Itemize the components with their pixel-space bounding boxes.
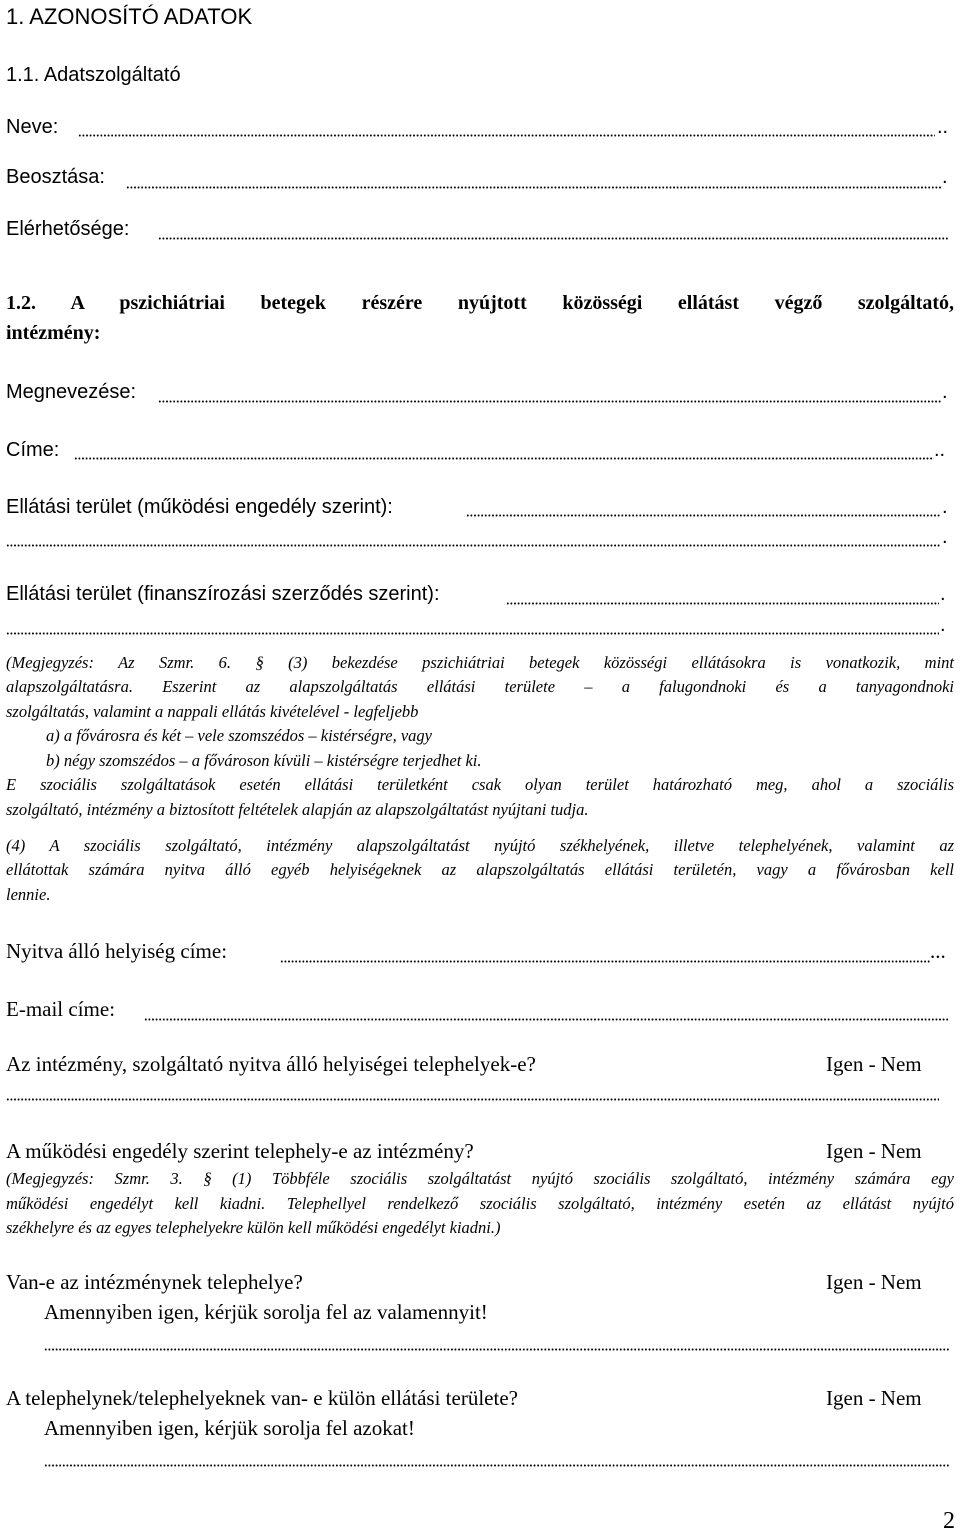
note1-line10: lennie. [6,885,51,904]
section-1-title: 1. AZONOSÍTÓ ADATOK [6,4,253,29]
q3-fill-line[interactable] [44,1348,949,1351]
cime-label: Címe: [6,439,60,461]
note2-line2: működési engedélyt kell kiadni. Telephellyel rendelkező szociális szolgáltató, intézmény esetén az ellátást nyújtó [6,1194,954,1213]
beosztasa-fill-line[interactable] [126,186,941,189]
q1-text: Az intézmény, szolgáltató nyitva álló helyiségei telephelyek-e? [6,1052,536,1076]
section-1-1-title: 1.1. Adatszolgáltató [6,64,181,86]
nyitva-allo-helyiseg-fill-end: ... [930,939,946,963]
megnevezese-label: Megnevezése: [6,381,137,403]
q3-sub: Amennyiben igen, kérjük sorolja fel az valamennyit! [44,1300,488,1324]
section-1-2-title: 1.2. A pszichiátriai betegek részére nyújtott közösségi ellátást végző szolgáltató, [6,292,954,314]
cime-fill-line[interactable] [74,457,934,460]
note1-line2: alapszolgáltatásra. Eszerint az alapszolgáltatás ellátási területe – a falugondnoki és a tanyagondnoki [6,677,954,696]
megnevezese-fill-line[interactable] [158,400,941,403]
q3-answer[interactable]: Igen - Nem [826,1270,922,1294]
q3-text: Van-e az intézménynek telephelye? [6,1270,303,1294]
neve-fill-end: .. [937,116,949,138]
ellatasi-terulet-mukodesi-label: Ellátási terület (működési engedély szerint): [6,496,393,518]
q4-sub: Amennyiben igen, kérjük sorolja fel azokat! [44,1416,415,1440]
note1-line6: E szociális szolgáltatások esetén ellátási területként csak olyan terület határozható meg, ahol a szociális [6,775,954,794]
section-1-2-title-cont: intézmény: [6,322,101,344]
ellatasi-terulet-mukodesi-fill-end: . [942,496,948,518]
ellatasi-terulet-mukodesi-fill-line-2[interactable] [6,544,941,547]
megnevezese-fill-end: . [942,381,948,403]
beosztasa-label: Beosztása: [6,166,105,188]
q4-text: A telephelynek/telephelyeknek van- e külön ellátási területe? [6,1386,518,1410]
elerhetosege-fill-line[interactable] [158,237,948,240]
q4-fill-line[interactable] [44,1464,949,1467]
note1-line9: ellátottak számára nyitva álló egyéb helyiségeknek az alapszolgáltatás ellátási területén, vagy a fővárosban kell [6,860,954,879]
ellatasi-terulet-mukodesi-fill-line[interactable] [466,514,941,517]
ellatasi-terulet-finanszirozasi-fill-line[interactable] [506,602,939,605]
ellatasi-terulet-finanszirozasi-fill-end: . [940,583,946,605]
note2-line1: (Megjegyzés: Szmr. 3. § (1) Többféle szociális szolgáltatást nyújtó szociális szolgáltató, intézmény számára egy [6,1169,954,1188]
q2-text: A működési engedély szerint telephely-e az intézmény? [6,1139,474,1163]
email-label: E-mail címe: [6,997,116,1021]
q4-answer[interactable]: Igen - Nem [826,1386,922,1410]
nyitva-allo-helyiseg-label: Nyitva álló helyiség címe: [6,939,228,963]
ellatasi-terulet-finanszirozasi-fill-line-2[interactable] [6,632,939,635]
cime-fill-end: .. [934,439,946,461]
email-fill-line[interactable] [144,1018,949,1021]
note1-line3: szolgáltatás, valamint a nappali ellátás kivételével - legfeljebb [6,702,419,721]
note1-line5: b) négy szomszédos – a fővároson kívüli – kistérségre terjedhet ki. [46,751,482,770]
note1-line7: szolgáltató, intézmény a biztosított feltételek alapján az alapszolgáltatást nyújtani tudja. [6,800,589,819]
page-number: 2 [943,1508,955,1534]
neve-fill-line[interactable] [78,134,935,137]
nyitva-allo-helyiseg-fill-line[interactable] [280,960,930,963]
note2-line3: székhelyre és az egyes telephelyekre külön kell működési engedélyt kiadni.) [6,1218,501,1237]
q2-answer[interactable]: Igen - Nem [826,1139,922,1163]
beosztasa-fill-end: . [942,166,948,188]
q1-answer[interactable]: Igen - Nem [826,1052,922,1076]
ellatasi-terulet-finanszirozasi-fill-end-2: . [940,614,946,636]
elerhetosege-label: Elérhetősége: [6,218,130,240]
ellatasi-terulet-mukodesi-fill-end-2: . [942,526,948,548]
note1-line4: a) a fővárosra és két – vele szomszédos – kistérségre, vagy [46,726,432,745]
q1-fill-line[interactable] [6,1098,939,1101]
note1-line1: (Megjegyzés: Az Szmr. 6. § (3) bekezdése pszichiátriai betegek közösségi ellátásokra is vonatkozik, mint [6,653,954,672]
note1-line8: (4) A szociális szolgáltató, intézmény alapszolgáltatást nyújtó székhelyének, illetve telephelyének, valamint az [6,836,954,855]
neve-label: Neve: [6,116,59,138]
ellatasi-terulet-finanszirozasi-label: Ellátási terület (finanszírozási szerződés szerint): [6,583,440,605]
